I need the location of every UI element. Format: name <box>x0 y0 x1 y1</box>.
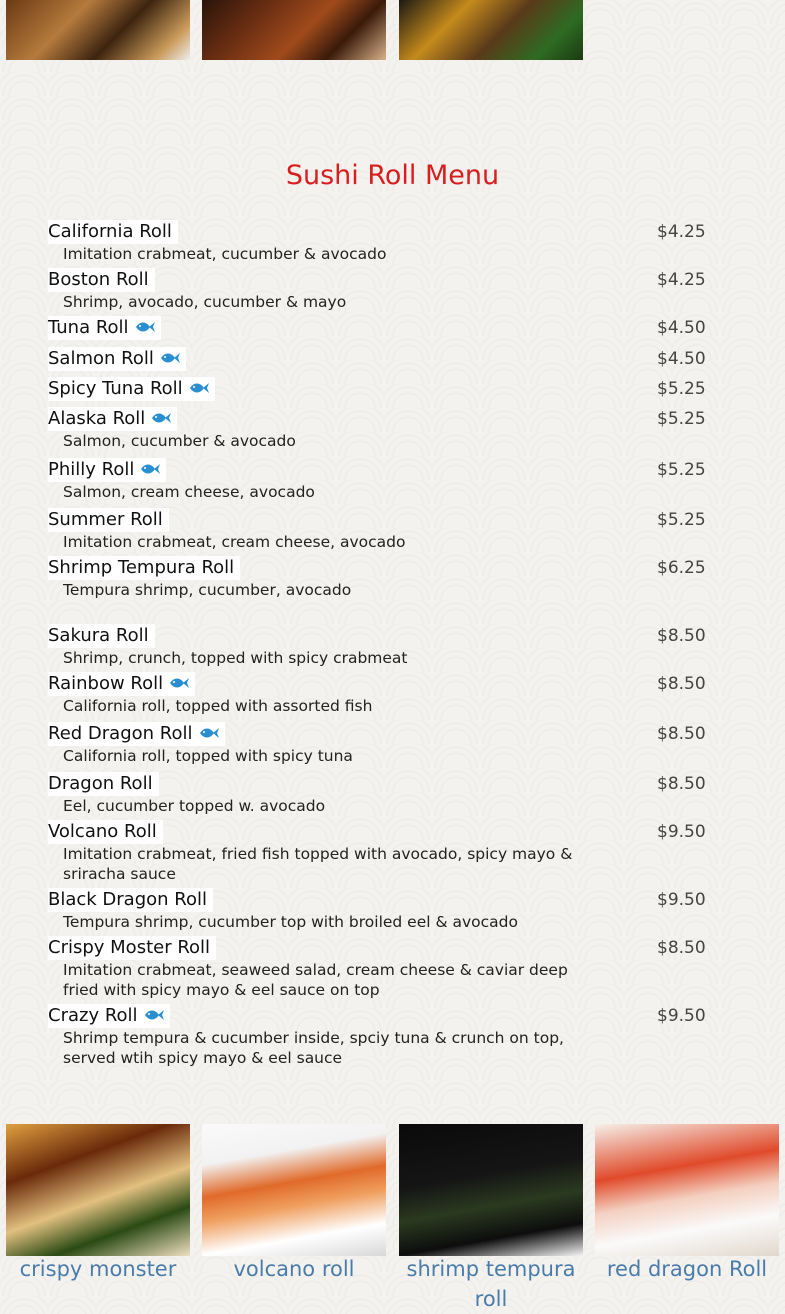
item-description: Tempura shrimp, cucumber top with broiled eel & avocado <box>63 913 518 931</box>
item-name: Sakura Roll <box>48 624 155 648</box>
item-name: Volcano Roll <box>48 820 163 844</box>
item-price: $9.50 <box>657 890 706 910</box>
item-description: Imitation crabmeat, cream cheese, avocado <box>63 533 406 551</box>
item-price: $4.25 <box>657 222 706 242</box>
item-name <box>48 458 166 482</box>
gallery-photo-crispy-monster[interactable] <box>6 1124 190 1256</box>
gallery-photo-red-dragon-roll[interactable] <box>595 1124 779 1256</box>
item-description: California roll, topped with assorted fish <box>63 697 373 715</box>
menu-item <box>48 377 708 401</box>
menu-item <box>48 624 708 668</box>
menu-item <box>48 888 708 932</box>
menu-item <box>48 458 708 502</box>
menu-item <box>48 508 708 552</box>
menu-item <box>48 347 708 371</box>
item-description: Shrimp, crunch, topped with spicy crabmeat <box>63 649 408 667</box>
item-name: Summer Roll <box>48 508 169 532</box>
item-description: Eel, cucumber topped w. avocado <box>63 797 326 815</box>
item-name <box>48 347 186 371</box>
item-name-text: Philly Roll <box>48 459 135 480</box>
item-price: $5.25 <box>657 460 706 480</box>
top-photo-3[interactable] <box>399 0 583 60</box>
item-price: $4.50 <box>657 349 706 369</box>
gallery-caption[interactable]: volcano roll <box>233 1257 355 1281</box>
item-price: $5.25 <box>657 379 706 399</box>
item-description: Shrimp tempura & cucumber inside, spciy tuna & crunch on top, served wtih spicy mayo & eel sauce <box>63 1029 564 1067</box>
menu-item <box>48 407 708 451</box>
item-name-text: Crazy Roll <box>48 1005 138 1026</box>
photo-gallery <box>0 1124 785 1311</box>
gallery-caption[interactable]: shrimp tempura roll <box>406 1257 576 1311</box>
menu-item <box>48 820 708 884</box>
item-name: Boston Roll <box>48 268 155 292</box>
item-name <box>48 1004 170 1028</box>
menu-item <box>48 1004 708 1068</box>
item-description: Imitation crabmeat, cucumber & avocado <box>63 245 387 263</box>
item-name: Shrimp Tempura Roll <box>48 556 240 580</box>
item-name-text: Alaska Roll <box>48 408 146 429</box>
menu-item <box>48 316 708 340</box>
item-name: California Roll <box>48 220 178 244</box>
item-description: Tempura shrimp, cucumber, avocado <box>63 581 352 599</box>
item-description: Imitation crabmeat, fried fish topped with avocado, spicy mayo & sriracha sauce <box>63 845 573 883</box>
item-price: $4.50 <box>657 318 706 338</box>
item-name <box>48 722 225 746</box>
gallery-caption[interactable]: crispy monster <box>19 1257 177 1281</box>
item-name-text: Tuna Roll <box>48 317 129 338</box>
item-description: Salmon, cream cheese, avocado <box>63 483 315 501</box>
raw-fish-icon <box>135 320 155 334</box>
item-description: Shrimp, avocado, cucumber & mayo <box>63 293 347 311</box>
menu-item <box>48 672 708 716</box>
top-photo-strip <box>0 0 785 60</box>
gallery-photo-shrimp-tempura-roll[interactable] <box>399 1124 583 1256</box>
item-name-text: Spicy Tuna Roll <box>48 378 183 399</box>
item-price: $8.50 <box>657 938 706 958</box>
item-price: $4.25 <box>657 270 706 290</box>
raw-fish-icon <box>144 1008 164 1022</box>
menu-item <box>48 722 708 766</box>
item-name <box>48 672 195 696</box>
item-price: $9.50 <box>657 1006 706 1026</box>
raw-fish-icon <box>140 462 160 476</box>
item-name: Crispy Moster Roll <box>48 936 216 960</box>
item-name: Dragon Roll <box>48 772 159 796</box>
top-photo-1[interactable] <box>6 0 190 60</box>
item-name-text: Red Dragon Roll <box>48 723 193 744</box>
item-price: $8.50 <box>657 724 706 744</box>
menu-item <box>48 220 708 264</box>
item-price: $8.50 <box>657 774 706 794</box>
item-name <box>48 316 161 340</box>
item-name <box>48 407 177 431</box>
raw-fish-icon <box>199 726 219 740</box>
item-price: $8.50 <box>657 626 706 646</box>
raw-fish-icon <box>189 381 209 395</box>
item-description: Salmon, cucumber & avocado <box>63 432 296 450</box>
menu-item <box>48 556 708 600</box>
raw-fish-icon <box>160 351 180 365</box>
item-description: California roll, topped with spicy tuna <box>63 747 353 765</box>
menu-item <box>48 268 708 312</box>
item-price: $5.25 <box>657 409 706 429</box>
item-name-text: Rainbow Roll <box>48 673 164 694</box>
item-price: $8.50 <box>657 674 706 694</box>
item-name-text: Salmon Roll <box>48 348 154 369</box>
item-price: $9.50 <box>657 822 706 842</box>
menu-title: Sushi Roll Menu <box>285 160 500 191</box>
gallery-caption[interactable]: red dragon Roll <box>606 1257 768 1281</box>
item-name <box>48 377 215 401</box>
item-description: Imitation crabmeat, seaweed salad, cream cheese & caviar deep fried with spicy mayo & eel sauce on top <box>63 961 568 999</box>
raw-fish-icon <box>169 676 189 690</box>
item-price: $5.25 <box>657 510 706 530</box>
menu-item <box>48 772 708 816</box>
gallery-photo-volcano-roll[interactable] <box>202 1124 386 1256</box>
menu-item <box>48 936 708 1000</box>
item-name: Black Dragon Roll <box>48 888 213 912</box>
raw-fish-icon <box>151 411 171 425</box>
top-photo-2[interactable] <box>202 0 386 60</box>
item-price: $6.25 <box>657 558 706 578</box>
